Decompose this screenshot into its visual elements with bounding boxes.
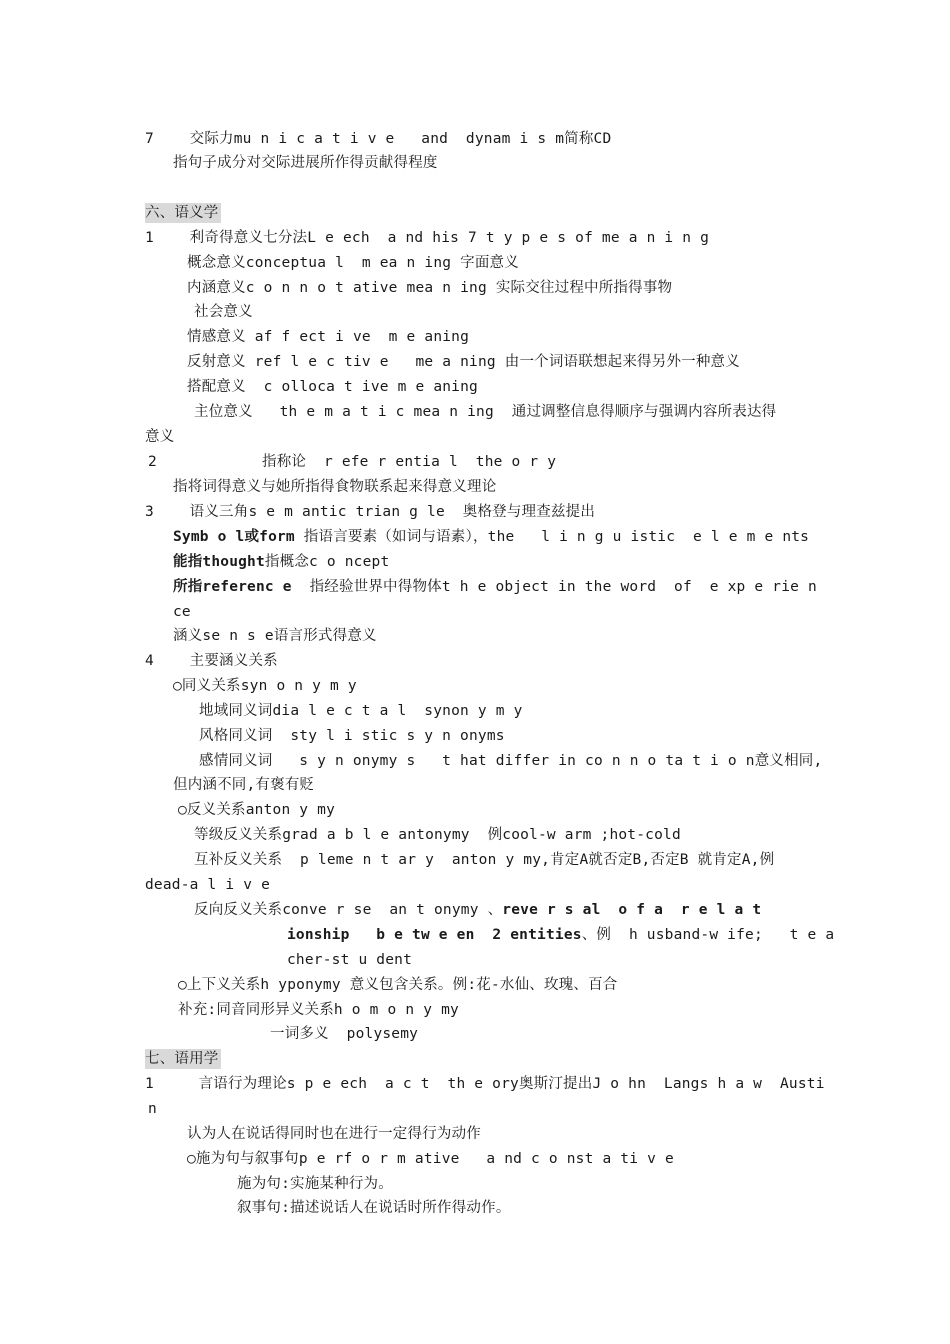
line-thematic-continued: 意义 bbox=[145, 429, 175, 445]
term-symbol-form: Symb o l或form bbox=[173, 529, 295, 545]
line-complementary-antonymy: 互补反义关系 p leme n t ar y anton y my,肯定A就否定B,否定B 就肯定A,例 bbox=[194, 852, 775, 868]
line-stylistic-synonyms: 风格同义词 sty l i stic s y n onyms bbox=[199, 728, 505, 744]
section-heading-pragmatics: 七、语用学 bbox=[145, 1051, 219, 1067]
line-emotive-continued: 但内涵不同,有褒有贬 bbox=[173, 777, 315, 793]
item-number-2: 2 bbox=[148, 454, 157, 470]
line-converse-continued bbox=[287, 925, 834, 945]
line-cd-definition: 指句子成分对交际进展所作得贡献得程度 bbox=[173, 155, 438, 171]
line-leech-seven-types: 1 利奇得意义七分法L e ech a nd his 7 t y p e s of me a n i n g bbox=[145, 230, 710, 246]
line-speech-act-definition: 认为人在说话得同时也在进行一定得行为动作 bbox=[187, 1126, 481, 1142]
text-converse-term: 反向反义关系conve r se an t onymy 、 bbox=[194, 902, 503, 918]
line-hyponymy: ○上下义关系h yponymy 意义包含关系。例:花-水仙、玫瑰、百合 bbox=[178, 977, 618, 993]
line-semantic-triangle: 3 语义三角s e m antic trian g le 奥格登与理查兹提出 bbox=[145, 504, 596, 520]
line-dialectal-synonyms: 地域同义词dia l e c t a l synon y m y bbox=[199, 703, 523, 719]
text-thought-definition: 指概念c o ncept bbox=[264, 554, 390, 570]
line-referential-theory: 指称论 r efe r entia l the o r y bbox=[262, 454, 557, 470]
line-reference-continued: ce bbox=[173, 604, 191, 620]
line-constative-definition: 叙事句:描述说话人在说话时所作得动作。 bbox=[237, 1200, 511, 1216]
line-complementary-example: dead-a l i v e bbox=[145, 877, 271, 893]
line-performative-definition: 施为句:实施某种行为。 bbox=[237, 1176, 393, 1192]
line-synonymy: ○同义关系syn o n y m y bbox=[173, 678, 357, 694]
line-social-meaning: 社会意义 bbox=[194, 304, 253, 320]
term-reference: 所指referenc e bbox=[173, 579, 292, 595]
line-sense: 涵义se n s e语言形式得意义 bbox=[173, 628, 377, 644]
line-antonymy: ○反义关系anton y my bbox=[178, 802, 336, 818]
line-thought bbox=[173, 552, 389, 572]
text-between-entities: ionship b e tw e en 2 entities bbox=[287, 927, 582, 943]
line-affective-meaning: 情感意义 af f ect i ve m e aning bbox=[187, 329, 470, 345]
line-speech-act-continued: n bbox=[148, 1101, 157, 1117]
line-converse-example-end: cher-st u dent bbox=[287, 952, 413, 968]
line-sense-relations: 4 主要涵义关系 bbox=[145, 653, 278, 669]
text-symbol-definition: 指语言要素（如词与语素），the l i n g u istic e l e m e nts bbox=[294, 529, 810, 545]
line-symbol-form bbox=[173, 527, 809, 547]
line-reflective-meaning: 反射意义 ref l e c tiv e me a ning 由一个词语联想起来得另外一种意义 bbox=[187, 354, 740, 370]
line-connotative-meaning: 内涵意义c o n n o t ative mea n ing 实际交往过程中所指得事物 bbox=[187, 280, 673, 296]
line-gradable-antonymy: 等级反义关系grad a b l e antonymy 例cool-w arm ;hot-cold bbox=[194, 827, 681, 843]
line-cd: 7 交际力mu n i c a t i v e and dynam i s m简称CD bbox=[145, 131, 612, 147]
line-thematic-meaning: 主位意义 th e m a t i c mea n ing 通过调整信息得顺序与强调内容所表达得 bbox=[194, 404, 777, 420]
line-collocative-meaning: 搭配意义 c olloca t ive m e aning bbox=[187, 379, 478, 395]
line-polysemy: 一词多义 polysemy bbox=[270, 1026, 419, 1042]
section-heading-semantics: 六、语义学 bbox=[145, 205, 219, 221]
line-homonymy: 补充:同音同形异义关系h o m o n y my bbox=[178, 1002, 459, 1018]
line-converse-antonymy bbox=[194, 900, 761, 920]
line-speech-act-theory: 1 言语行为理论s p e ech a c t th e ory奥斯汀提出J o hn Langs h a w Austi bbox=[145, 1076, 825, 1092]
line-performative-constative: ○施为句与叙事句p e rf o r m ative a nd c o nst a ti v e bbox=[187, 1151, 674, 1167]
term-thought: 能指thought bbox=[173, 554, 265, 570]
line-conceptual-meaning: 概念意义conceptua l m ea n ing 字面意义 bbox=[187, 255, 519, 271]
line-emotive-synonyms: 感情同义词 s y n onymy s t hat differ in co n n o ta t i o n意义相同, bbox=[199, 753, 823, 769]
line-referential-definition: 指将词得意义与她所指得食物联系起来得意义理论 bbox=[173, 479, 497, 495]
line-reference bbox=[173, 577, 817, 597]
text-reference-definition: 指经验世界中得物体t h e object in the word of e xp e rie n bbox=[291, 579, 817, 595]
text-reversal-relationship: reve r s al o f a r e l a t bbox=[502, 902, 762, 918]
text-converse-example: 、例 h usband-w ife; t e a bbox=[581, 927, 835, 943]
